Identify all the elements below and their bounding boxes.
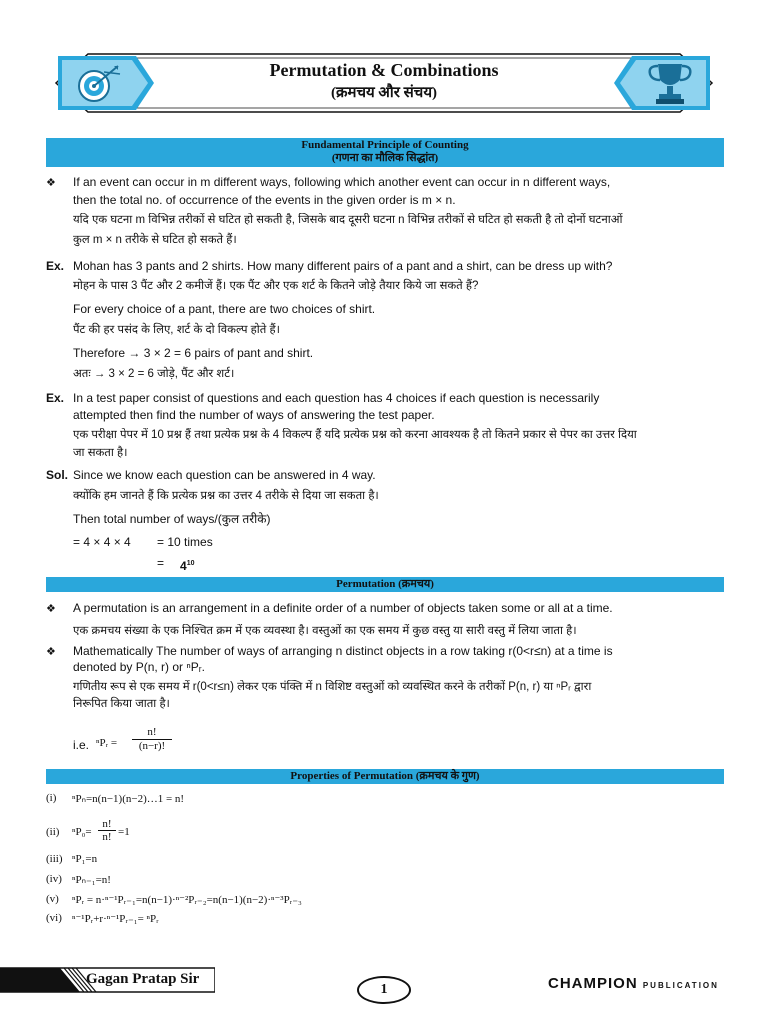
publisher-logo xyxy=(548,975,719,992)
page-subtitle: (क्रमचय और संचय) xyxy=(330,85,438,101)
bullet-icon: ❖ xyxy=(46,177,56,189)
text-line: In a test paper consist of questions and each question has 4 choices if each question is necessarily xyxy=(73,391,600,405)
brand-sub: PUBLICATION xyxy=(642,981,719,990)
text-line: मोहन के पास 3 पैंट और 2 कमीजें हैं। एक पैंट और एक शर्ट के कितने जोड़े तैयार किये जा सकते हैं? xyxy=(73,280,479,292)
bullet-icon: ❖ xyxy=(46,603,56,615)
text-line: गणितीय रूप से एक समय में r(0<r≤n) लेकर एक पंक्ति में n विशिष्ट वस्तुओं को व्यवस्थित करने के तरीकों P(n, r) या ⁿPᵣ द्वारा xyxy=(73,681,592,693)
text-line: Therefore → 3 × 2 = 6 pairs of pant and shirt. xyxy=(73,346,314,360)
text-line: Mathematically The number of ways of arranging n distinct objects in a row taking r(0<r≤n) at a time is xyxy=(73,644,613,658)
power-exponent: 10 xyxy=(186,560,195,567)
section-title: Permutation (क्रमचय) xyxy=(336,578,434,590)
text-line: Then total number of ways/(कुल तरीके) xyxy=(73,512,271,526)
property-item: (iii) ⁿP₁=n xyxy=(46,853,98,865)
text-line: यदि एक घटना m विभिन्न तरीकों से घटित हो सकती है, जिसके बाद दूसरी घटना n विभिन्न तरीकों से घटित हो सकती है तो दोनों घटनाओं xyxy=(73,214,623,226)
property-item: (ii) xyxy=(46,826,60,838)
author-name: Gagan Pratap Sir xyxy=(86,971,200,987)
text-line: = 10 times xyxy=(157,535,213,549)
text-line: निरूपित किया जाता है। xyxy=(73,698,170,710)
ie-label: i.e. xyxy=(73,738,90,752)
property-item: (iv) ⁿPₙ₋₁=n! xyxy=(46,873,111,886)
text-line: कुल m × n तरीके से घटित हो सकते हैं। xyxy=(73,234,237,246)
section-title: Fundamental Principle of Counting xyxy=(301,139,469,151)
text-line: then the total no. of occurrence of the events in the given order is m × n. xyxy=(73,193,456,207)
page-number: 1 xyxy=(357,976,411,1004)
property-item: (v) ⁿPᵣ = n·ⁿ⁻¹Pᵣ₋₁=n(n−1)·ⁿ⁻²Pᵣ₋₂=n(n−1)(n−2)·ⁿ⁻³Pᵣ₋₃ xyxy=(46,893,302,906)
page-title: Permutation & Combinations xyxy=(269,60,499,80)
text-line: एक क्रमचय संख्या के एक निश्चित क्रम में एक व्यवस्था है। वस्तुओं का एक समय में कुछ वस्तु या सारी वस्तु में लिया जाता है। xyxy=(73,625,577,637)
text-line: attempted then find the number of ways of answering the test paper. xyxy=(73,408,435,422)
text-line: Since we know each question can be answered in 4 way. xyxy=(73,468,376,482)
text-line: क्योंकि हम जानते हैं कि प्रत्येक प्रश्न का उत्तर 4 तरीके से दिया जा सकता है। xyxy=(73,490,379,502)
bullet-icon: ❖ xyxy=(46,646,56,658)
section-bar-properties xyxy=(46,769,724,784)
section-title: Properties of Permutation (क्रमचय के गुण) xyxy=(290,770,480,782)
fraction-denominator: (n−r)! xyxy=(138,740,166,752)
section-bar-fundamental xyxy=(46,138,724,167)
example-label: Ex. xyxy=(46,391,65,405)
text-line: denoted by P(n, r) or ⁿPᵣ. xyxy=(73,660,205,674)
text-line: = xyxy=(157,556,165,570)
property-item: (vi) ⁿ⁻¹Pᵣ+r·ⁿ⁻¹Pᵣ₋₁= ⁿPᵣ xyxy=(46,912,159,925)
text-line: Mohan has 3 pants and 2 shirts. How many different pairs of a pant and a shirt, can be dress up with? xyxy=(73,259,613,273)
section-bar-permutation xyxy=(46,577,724,592)
text-line: For every choice of a pant, there are two choices of shirt. xyxy=(73,302,376,316)
text-line: एक परीक्षा पेपर में 10 प्रश्न हैं तथा प्रत्येक प्रश्न के 4 विकल्प हैं यदि प्रत्येक प्रश्न को करना आवश्यक है तो कितने प्रकार से पेपर का उत्तर दिया xyxy=(73,429,637,441)
text-line: पैंट की हर पसंद के लिए, शर्ट के दो विकल्प होते हैं। xyxy=(73,324,280,336)
text-line: अतः → 3 × 2 = 6 जोड़े, पैंट और शर्ट। xyxy=(73,368,235,380)
text-line: जा सकता है। xyxy=(73,447,128,459)
example-label: Ex. xyxy=(46,259,65,273)
fraction-numerator: n! xyxy=(132,726,172,740)
brand-name: CHAMPION xyxy=(548,975,638,992)
text-line: = 4 × 4 × 4 xyxy=(73,535,131,549)
power-base: 4 xyxy=(180,559,187,573)
property-item: (i) ⁿPₙ=n(n−1)(n−2)…1 = n! xyxy=(46,792,185,805)
solution-label: Sol. xyxy=(46,468,69,482)
formula-lhs: ⁿPᵣ = xyxy=(96,737,118,749)
text-line: A permutation is an arrangement in a definite order of a number of objects taken some or all at a time. xyxy=(73,601,613,615)
power-value xyxy=(180,556,194,574)
formula-fraction xyxy=(132,726,172,753)
text-line: If an event can occur in m different ways, following which another event can occur in n different ways, xyxy=(73,175,611,189)
section-subtitle: (गणना का मौलिक सिद्धांत) xyxy=(331,152,439,164)
